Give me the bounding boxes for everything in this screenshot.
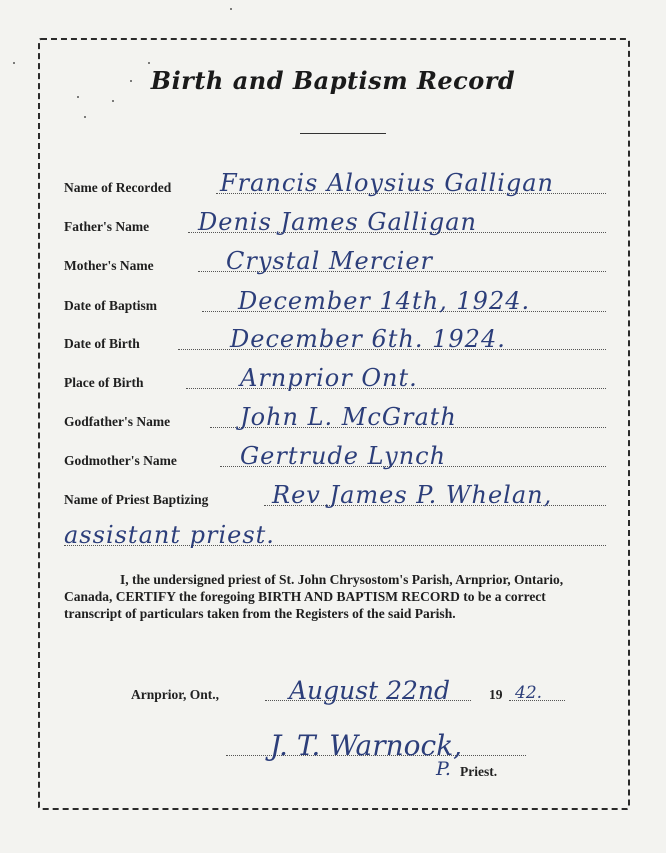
signature-line [226,724,536,762]
handwritten-value: Arnprior Ont. [240,364,418,392]
field-godfathers-name [64,403,606,431]
field-date-of-baptism [64,287,606,315]
handwritten-value: Rev James P. Whelan, [272,481,553,509]
priest-signature: J. T. Warnock, [270,729,463,762]
handwritten-value: December 14th, 1924. [238,287,531,315]
place-label: Arnprior, Ont., [131,687,220,702]
field-label: Godmother's Name [64,453,177,468]
handwritten-year: 42. [515,683,543,703]
field-fathers-name [64,208,606,236]
field-label: Date of Baptism [64,298,157,313]
field-label: Father's Name [64,219,150,234]
field-label: Place of Birth [64,375,144,390]
handwritten-date: August 22nd [289,676,450,705]
handwritten-value: Denis James Galligan [198,208,477,236]
handwritten-value: Crystal Mercier [226,247,434,275]
paper-speck [230,8,232,10]
field-label: Godfather's Name [64,414,171,429]
field-label: Name of Recorded [64,180,172,195]
priest-label: Priest. [460,764,498,779]
paper-speck [13,62,15,64]
record-title: Birth and Baptism Record [150,66,516,95]
signature-initial: P. [436,758,451,780]
field-label: Name of Priest Baptizing [64,492,209,507]
field-name-of-priest [64,481,606,509]
handwritten-value: Gertrude Lynch [240,442,447,470]
handwritten-value: Francis Aloysius Galligan [220,169,554,197]
field-date-of-birth [64,325,606,353]
field-place-of-birth [64,364,606,392]
field-name-of-recorded [64,169,606,197]
title-rule [300,133,386,134]
place-date-line [131,677,571,703]
handwritten-value: John L. McGrath [240,403,457,431]
priest-title-line [436,758,546,780]
field-label: Date of Birth [64,336,140,351]
field-label: Mother's Name [64,258,154,273]
field-godmothers-name [64,442,606,470]
field-priest-continuation [64,521,606,549]
handwritten-value: December 6th. 1924. [230,325,506,353]
handwritten-value: assistant priest. [64,521,275,549]
year-prefix: 19 [489,687,503,702]
field-mothers-name [64,247,606,275]
certification-text: I, the undersigned priest of St. John Chrysostom's Parish, Arnprior, Ontario, Canada, CERTIFY the foregoing BIRTH AND BAPTISM RECORD to be a correct transcript of particulars taken from the Registers of the said Parish. [64,572,564,621]
